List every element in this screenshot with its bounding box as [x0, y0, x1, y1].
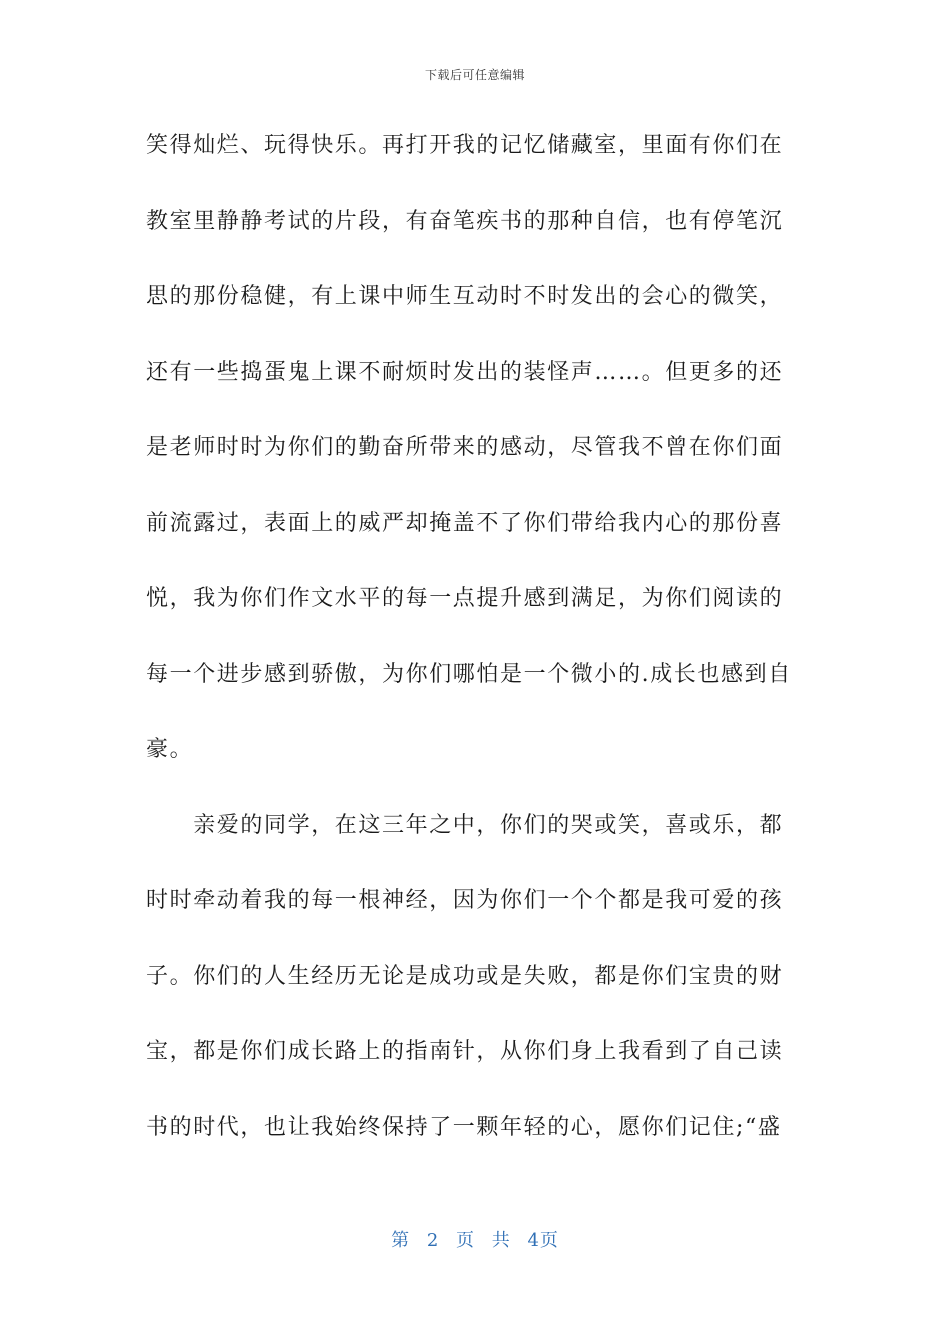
- text-line: 书的时代，也让我始终保持了一颗年轻的心，愿你们记住;“盛: [146, 1114, 782, 1140]
- page-footer: [0, 1226, 950, 1252]
- document-body: [146, 120, 806, 1177]
- text-line: 每一个进步感到骄傲，为你们哪怕是一个微小的.成长也感到自: [146, 661, 792, 687]
- footer-total-pages: 4页: [527, 1230, 559, 1251]
- text-line: 亲爱的同学，在这三年之中，你们的哭或笑，喜或乐，都: [146, 812, 784, 838]
- text-line: 宝，都是你们成长路上的指南针，从你们身上我看到了自己读: [146, 1039, 784, 1064]
- text-line: 豪。: [146, 737, 194, 762]
- text-line: 子。你们的人生经历无论是成功或是失败，都是你们宝贵的财: [146, 963, 784, 989]
- text-line: 还有一些捣蛋鬼上课不耐烦时发出的装怪声……。但更多的还: [146, 359, 784, 385]
- footer-label-page: 第: [391, 1230, 411, 1251]
- text-line: 悦，我为你们作文水平的每一点提升感到满足，为你们阅读的: [146, 586, 784, 611]
- text-line: 教室里静静考试的片段，有奋笔疾书的那种自信，也有停笔沉: [146, 208, 784, 234]
- page-header: 下载后可任意编辑: [424, 68, 525, 82]
- text-line: 笑得灿烂、玩得快乐。再打开我的记忆储藏室，里面有你们在: [146, 133, 784, 158]
- footer-current-page: 2: [426, 1230, 440, 1251]
- footer-label-total: 共: [491, 1230, 511, 1251]
- text-line: 思的那份稳健，有上课中师生互动时不时发出的会心的微笑，: [146, 284, 784, 309]
- text-line: 是老师时时为你们的勤奋所带来的感动，尽管我不曾在你们面: [146, 435, 784, 460]
- footer-label-page-unit: 页: [456, 1230, 475, 1251]
- text-line: 前流露过，表面上的威严却掩盖不了你们带给我内心的那份喜: [146, 510, 784, 536]
- text-line: 时时牵动着我的每一根神经，因为你们一个个都是我可爱的孩: [146, 888, 784, 913]
